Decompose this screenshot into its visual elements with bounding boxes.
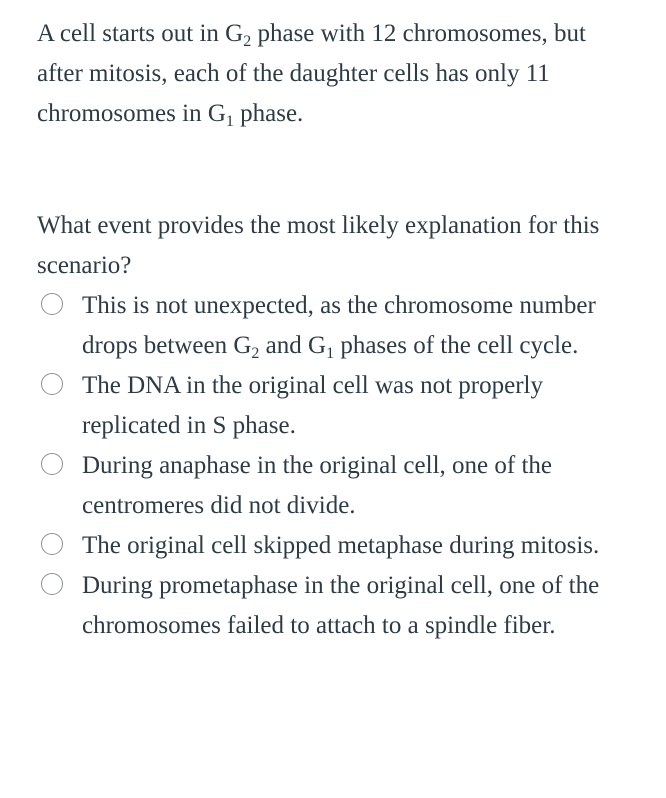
option-1-subscript-1: 1 [326,345,335,362]
option-1-subscript-2: 2 [251,345,260,362]
radio-button-icon[interactable] [41,293,63,315]
radio-button-icon[interactable] [41,533,63,555]
answer-option-4[interactable] [40,526,640,566]
option-1-text-part-3: phases of the cell cycle. [334,332,579,359]
stem-subscript-1: 1 [225,113,234,130]
radio-button-icon[interactable] [41,373,63,395]
answer-option-5-label: During prometaphase in the original cell, one of the chromosomes failed to attach to a spindle fiber. [82,572,600,639]
question-prompt: What event provides the most likely explanation for this scenario? [37,212,600,279]
answer-option-5[interactable] [40,566,640,646]
answer-option-1[interactable] [40,286,640,366]
answer-option-2-label: The DNA in the original cell was not properly replicated in S phase. [82,372,543,439]
question-stem [37,14,637,134]
answer-option-1-label [82,286,640,366]
answer-option-2[interactable] [40,366,640,446]
option-1-text-part-2: and G [259,332,327,359]
answer-option-3-label: During anaphase in the original cell, one of the centromeres did not divide. [82,452,552,519]
answer-options [40,286,640,646]
stem-text-part-2: phase with 12 chromosomes, but after mitosis, each of the daughter cells has only 11 chromosomes in G [37,20,586,127]
answer-option-3[interactable] [40,446,640,526]
answer-option-4-label: The original cell skipped metaphase during mitosis. [82,532,600,559]
radio-button-icon[interactable] [41,453,63,475]
stem-subscript-2: 2 [243,33,252,50]
radio-button-icon[interactable] [41,573,63,595]
option-1-text-part-1: This is not unexpected, as the chromosome number drops between G [82,292,596,359]
stem-text-part-3: phase. [233,100,304,127]
stem-text-part-1: A cell starts out in G [37,20,244,47]
